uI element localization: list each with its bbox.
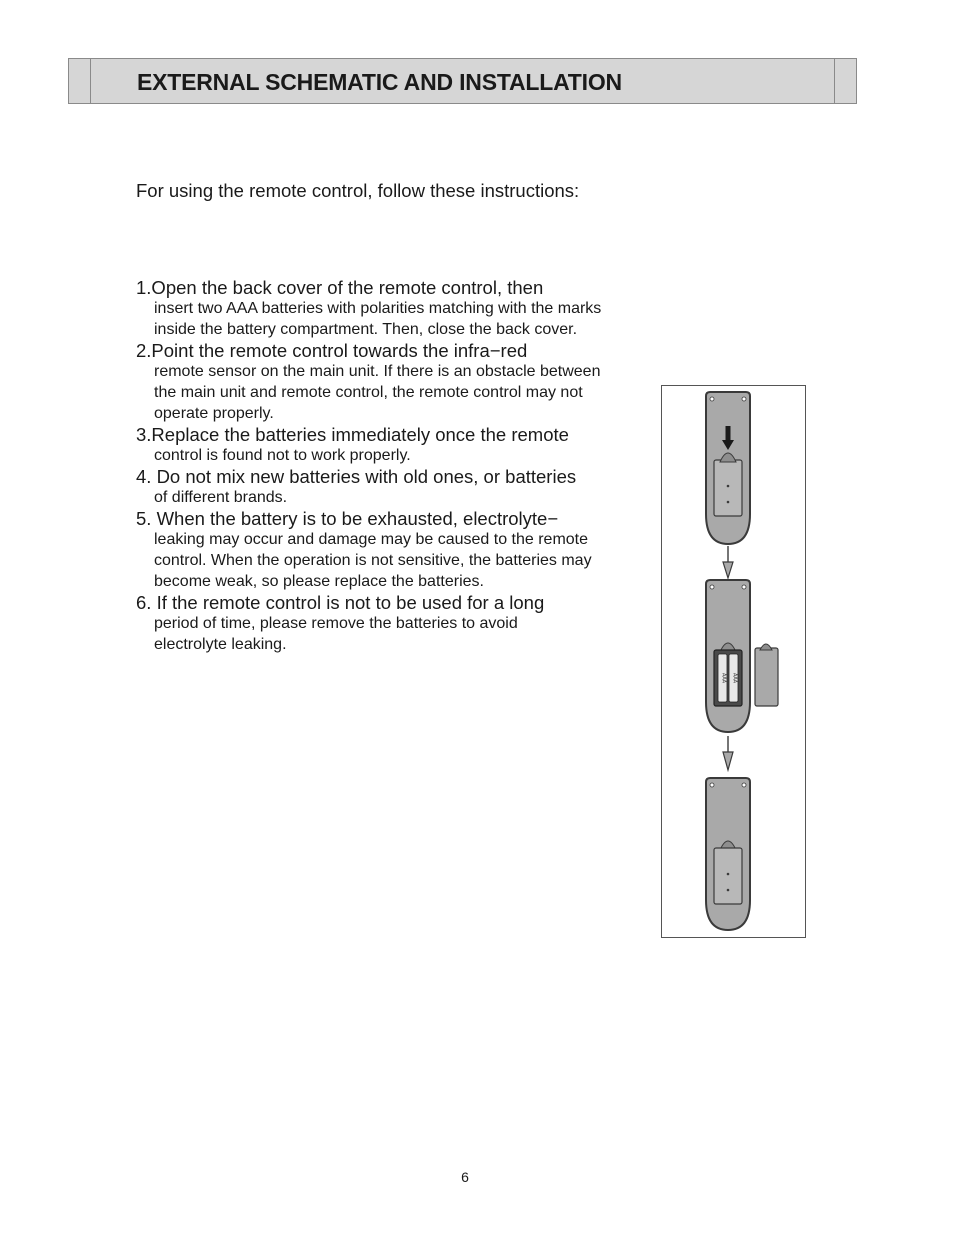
battery-label: AAA — [731, 672, 738, 684]
instruction-step-6 — [136, 592, 646, 655]
arrow-down-icon — [723, 736, 733, 770]
header-left-cap — [69, 59, 91, 103]
instruction-step-5 — [136, 508, 646, 592]
step-body: control is found not to work properly. — [154, 447, 411, 464]
instruction-step-2 — [136, 340, 646, 424]
step-body: insert two AAA batteries with polarities matching with the marks inside the battery compartment. Then, close the back cover. — [154, 300, 602, 338]
instruction-step-4 — [136, 466, 646, 508]
battery-label: AAA — [720, 672, 727, 684]
step-body: leaking may occur and damage may be caused to the remote control. When the operation is not sensitive, the batteries may become weak, so please replace the batteries. — [154, 531, 592, 590]
step-heading: 4. Do not mix new batteries with old ones, or batteries — [136, 466, 577, 487]
remote-back-cover-replaced — [706, 778, 750, 930]
step-heading: 6. If the remote control is not to be used for a long — [136, 592, 545, 613]
step-heading: 1.Open the back cover of the remote control, then — [136, 277, 544, 298]
battery-cover-detached — [755, 644, 778, 706]
remote-compartment-open — [706, 580, 750, 732]
step-heading: 5. When the battery is to be exhausted, electrolyte− — [136, 508, 559, 529]
instruction-list — [136, 277, 646, 655]
instruction-step-3 — [136, 424, 646, 466]
step-body: remote sensor on the main unit. If there is an obstacle between the main unit and remote control, the remote control may not operate properly. — [154, 363, 601, 422]
page-title: EXTERNAL SCHEMATIC AND INSTALLATION — [137, 69, 622, 95]
battery-installation-illustration — [662, 386, 805, 937]
remote-back-cover-closed — [706, 392, 750, 544]
step-body: period of time, please remove the batteries to avoid electrolyte leaking. — [154, 615, 518, 653]
step-body: of different brands. — [154, 489, 288, 506]
arrow-down-icon — [723, 546, 733, 578]
step-heading: 2.Point the remote control towards the infra−red — [136, 340, 528, 361]
page-number: 6 — [461, 1169, 469, 1185]
header-right-cap — [834, 59, 856, 103]
step-heading: 3.Replace the batteries immediately once the remote — [136, 424, 569, 445]
intro-text: For using the remote control, follow these instructions: — [136, 180, 580, 201]
section-header-bar — [68, 58, 857, 104]
battery-installation-figure — [661, 385, 806, 938]
instruction-step-1 — [136, 277, 646, 340]
